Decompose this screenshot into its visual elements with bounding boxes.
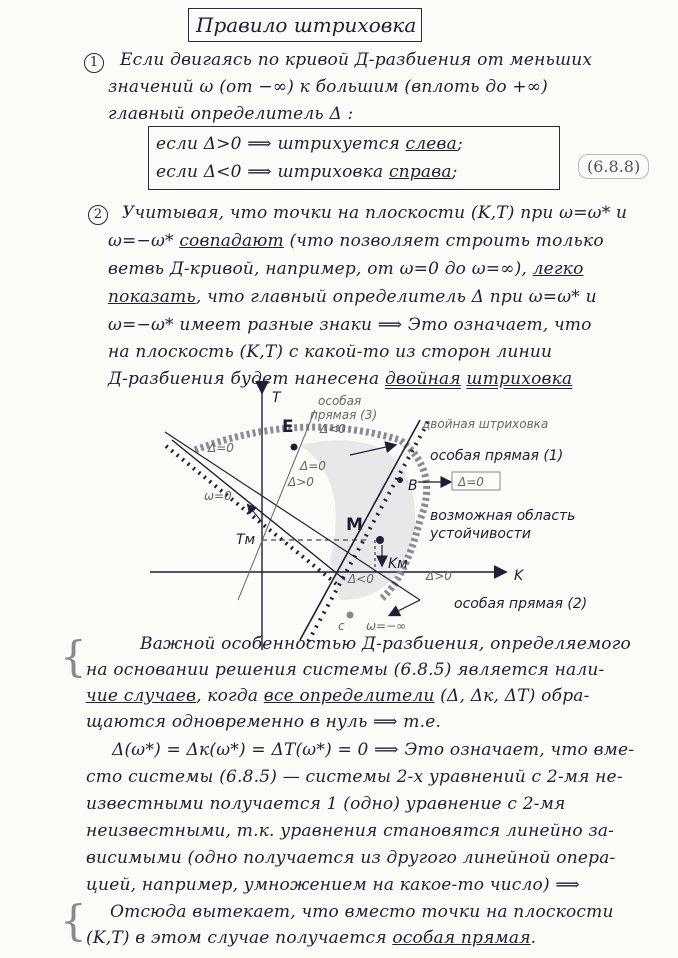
point-c-label: c (338, 619, 345, 633)
special-line-1-label: особая прямая (1) (430, 448, 564, 464)
section-3-line-4: щаются одновременно в нуль ⟹ т.е. (86, 712, 442, 732)
section-1-number: 1 (84, 53, 104, 73)
s3-l3-b: , когда (196, 686, 259, 706)
section-3-line-8: неизвестными, т.к. уравнения становятся линейно за- (86, 821, 615, 841)
section-1-line-3: главный определитель Δ : (108, 104, 354, 124)
rule-negative-target: справа (388, 162, 452, 182)
delta-eq0-left-label: Δ=0 (208, 441, 234, 455)
s2-l7-hatching: штриховка (466, 369, 573, 389)
point-b-marker (397, 477, 403, 483)
point-c-marker (347, 612, 354, 619)
section-3-line-7: известными получается 1 (одно) уравнение с 2-мя (86, 794, 566, 814)
rule-negative-condition: если Δ<0 ⟹ штриховка (156, 162, 384, 182)
section-1-line-2: значений ω (от −∞) к большим (вплоть до +∞) (108, 77, 548, 97)
s2-l2-underlined: совпадают (179, 231, 284, 251)
special-line-3-label-b: прямая (3) (310, 408, 378, 422)
delta-lt0-bottom-label: Δ<0 (348, 572, 374, 586)
delta-lt0-top-label: Δ<0 (320, 422, 346, 436)
section-3-line-12 (86, 928, 536, 948)
delta-eq0-top-label: Δ=0 (300, 459, 326, 473)
page-title: Правило штриховка (196, 13, 417, 37)
point-tm-label: Tм (236, 532, 256, 548)
point-b-label: B (408, 478, 418, 494)
point-m-label: M (346, 515, 363, 535)
s3-l12-underlined: особая прямая (392, 928, 531, 948)
s2-l2-c: (что позволяет строить только (289, 231, 604, 251)
s3-l3-underlined-c: все определители (263, 686, 435, 706)
s2-l2-a: ω=−ω* (108, 231, 174, 251)
section-3-line-6: сто системы (6.8.5) — системы 2-х уравнений с 2-мя не- (86, 767, 623, 787)
omega-zero-label: ω=0 (204, 489, 232, 503)
section-2-line-1: Учитывая, что точки на плоскости (K,T) при ω=ω* и (122, 203, 628, 223)
section-2-number: 2 (88, 205, 108, 225)
section-1-line-1: Если двигаясь по кривой Д-разбиения от меньших (120, 50, 593, 70)
axis-t-label: T (272, 390, 281, 406)
double-hatching-label: двойная штриховка (422, 417, 549, 431)
s3-l3-underlined-a: чие случаев (86, 686, 197, 706)
s2-l7-a: Д-разбиения будет нанесена (108, 369, 380, 389)
s2-l3-a: ветвь Д-кривой, например, от ω=0 до ω=∞), (108, 259, 528, 279)
section-3-line-9: висимыми (одно получается из другого линейной опера- (86, 848, 616, 868)
special-line-3-label-a: особая (318, 394, 362, 408)
s3-l3-d: (Δ, Δк, ΔT) обра- (440, 686, 590, 706)
section-3-line-2: на основании решения системы (6.8.5) является нали- (86, 660, 605, 680)
section-3-line-5: Δ(ω*) = Δк(ω*) = ΔT(ω*) = 0 ⟹ Это означает, что вме- (112, 740, 635, 760)
section-3-line-11: Отсюда вытекает, что вместо точки на плоскости (110, 902, 614, 922)
delta-gt0-left-label: Δ>0 (288, 475, 314, 489)
s3-l12-a: (K,T) в этом случае получается (86, 928, 387, 948)
rule-negative-end: ; (451, 162, 458, 182)
point-m-marker (376, 536, 384, 544)
rule-positive-target: слева (405, 134, 457, 154)
equation-reference: (6.8.8) (578, 154, 649, 179)
margin-brace-1: { (60, 632, 87, 681)
stability-label-a: возможная область (430, 508, 576, 524)
axis-k-label: K (514, 568, 524, 584)
section-3-line-3 (86, 686, 590, 706)
point-e-label: E (282, 417, 294, 437)
delta-eq0-b-label: Δ=0 (458, 475, 484, 489)
rule-positive-end: ; (456, 134, 463, 154)
delta-gt0-bottom-label: Δ>0 (426, 569, 452, 583)
section-3-line-1: Важной особенностью Д-разбиения, определяемого (140, 634, 631, 654)
s2-l7-double-underlined: двойная (384, 369, 461, 389)
point-km-label: Kм (388, 556, 408, 572)
rule-positive-condition: если Δ>0 ⟹ штрихуется (156, 134, 400, 154)
s3-l12-c: . (530, 928, 537, 948)
point-e-marker (291, 444, 298, 451)
curve-arrow-2 (390, 600, 420, 615)
section-3-line-10: цией, например, умножением на какое-то число) ⟹ (86, 875, 580, 895)
stability-label-b: устойчивости (430, 526, 531, 542)
s2-l4-underlined: показать (108, 287, 196, 307)
s2-l3-underlined: легко (532, 259, 584, 279)
s2-l4-b: , что главный определитель Δ при ω=ω* и (195, 287, 597, 307)
special-line-2-label: особая прямая (2) (454, 596, 588, 612)
section-2-line-6: на плоскость (K,T) с какой-то из сторон линии (108, 342, 553, 362)
section-2-line-5: ω=−ω* имеет разные знаки ⟹ Это означает, что (108, 315, 592, 335)
margin-brace-2: { (60, 896, 87, 945)
omega-minus-inf-label: ω=−∞ (366, 619, 407, 633)
